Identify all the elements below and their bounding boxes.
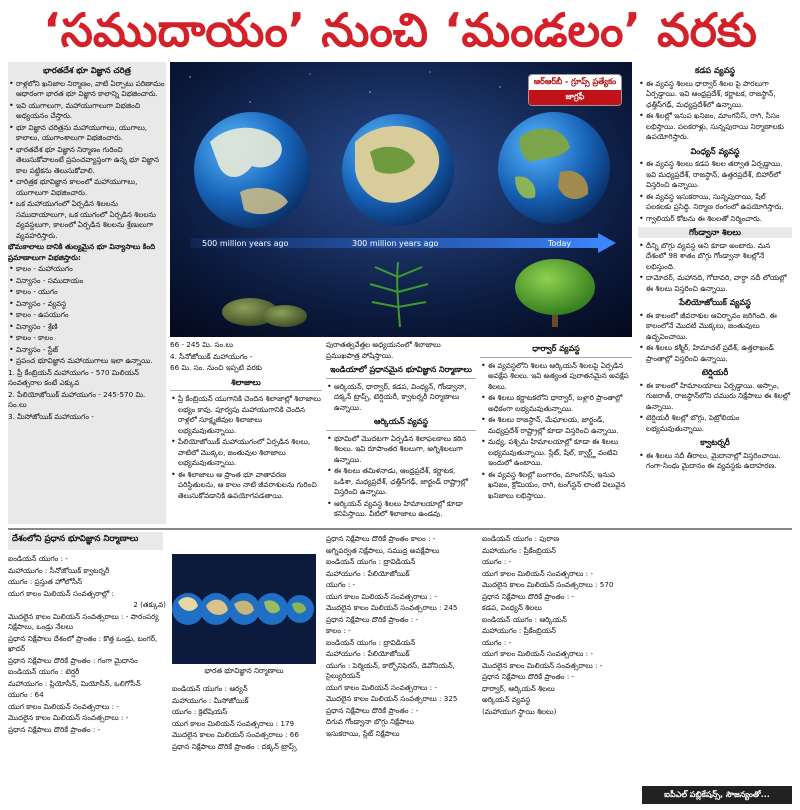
timeline-label-0: 500 million years ago	[202, 239, 289, 248]
table-line: ప్రధాన నిక్షేపాలు దొరికే ప్రాంతం : దక్కన్ ట్రాప్స్	[172, 741, 297, 751]
table-line: అర్కియన్ వ్యవస్థ	[482, 695, 531, 704]
list-item: • విన్యాసం - శ్రేణి	[8, 322, 166, 333]
list-item: • కాలం - యుగం	[8, 287, 166, 298]
table-line: యుగ కాలం మిలియన్ సంవత్సరాలు : -	[326, 682, 437, 692]
table-line: ఇసుకరాయి, స్లేట్ నిక్షేపాలు	[326, 728, 400, 738]
list-item: • ఈ శిలలు కర్ణాటకలోని ధార్వార్, బళ్లారి ప్రాంతాల్లో అధికంగా లభ్యమవుతున్నాయి.	[480, 393, 632, 414]
table-line: మహాయుగం : సీనోజోయిక్ క్వాటర్నరీ	[8, 565, 110, 575]
list-item: • ఈ శిలలు తమిళనాడు, ఆంధ్రప్రదేశ్, కర్ణాటక, ఒడిశా, మధ్యప్రదేశ్, ఛత్తీస్‌గఢ్, జార్ఖండ్ రాష్ట్రాల్లో విస్తరించి ఉన్నాయి.	[326, 466, 476, 498]
table-line: యుగం : -	[482, 557, 512, 566]
formations-title: ఇండియాలో ప్రధానమైన భూవిజ్ఞాన నిర్మాణాలు	[326, 365, 476, 379]
timeline-label-2: Today	[548, 239, 572, 248]
table-line: యుగ కాలం మిలియన్ సంవత్సరాలు : 179	[172, 718, 295, 728]
bottom-heading-box	[8, 532, 163, 550]
table-line: 2 (తక్కువ)	[133, 600, 166, 609]
list-item: • ఆర్కియన్ వ్యవస్థ శిలలు హిమాలయాల్లో కూడా కనిపిస్తాయి. వీటిలో శిలాజాలు ఉండవు.	[326, 499, 476, 520]
bottom-figure-canvas	[172, 554, 316, 664]
list-item: • ఈ వ్యవస్థలోని శిలలు ఆర్కియన్ శిలలపై ఏర్పడిన అవక్షేప శిలలు. ఇవి అత్యంత పురాతనమైన అవక్షేప శిలలు.	[480, 361, 632, 393]
table-line: మొదలైన కాలం మిలియన్ సంవత్సరాలు : -	[8, 713, 129, 722]
table-line: అగ్నిపర్వత నిక్షేపాలు, సముద్ర అవక్షేపాలు	[326, 545, 440, 555]
bottom-block-2	[172, 684, 322, 804]
figure-earth-evolution	[170, 62, 632, 337]
list-item: • ఈ వ్యవస్థ శిలలు ధార్వార్ శిలల పై పొరలుగా ఏర్పడ్డాయి. ఇవి ఆంధ్రప్రదేశ్, కర్ణాటక, రాజస్థాన్, ఛత్తీస్‌గఢ్, మధ్యప్రదేశ్‌లో ఉన్నాయి.	[638, 79, 792, 111]
right-column	[638, 62, 792, 782]
section-tag	[528, 74, 622, 106]
table-line: మహాయుగం : ప్రీకేంబ్రియన్	[482, 626, 556, 635]
table-line: ఐండియన్ యుగం : ద్రావిడియన్	[326, 557, 416, 566]
paleozoic-title: పేలియోజోయిక్ వ్యవస్థ	[679, 297, 751, 307]
era-line: 66 - 245 మి. సం.లు	[170, 340, 234, 349]
table-line: మొదలైన కాలం మిలియన్ సంవత్సరాలు : 570	[482, 580, 614, 589]
table-line: ఐండియన్ యుగం : టెర్షరీ	[8, 667, 80, 676]
list-item: • ఈ వ్యవస్థ ఇసుకరాయి, సున్నపురాయి, షేల్ పలకలకు ప్రసిద్ధి. నిర్మాణ రంగంలో ఉపయోగిస్తారు.	[638, 192, 792, 213]
list-item: • భూమిలో మొదటగా ఏర్పడిన శిలాఫలకాలు కఠిన శిలలు. ఇవి రూపాంతర శిలలుగా, అగ్నిశిలలుగా ఉన్నాయి.	[326, 434, 476, 466]
table-line: ఐండియన్ యుగం : -	[8, 554, 68, 563]
table-line: ప్రధాన నిక్షేపాలు దొరికే ప్రాంతం : -	[8, 724, 101, 734]
table-line: యుగం : 64	[8, 690, 44, 699]
bottom-figure-caption	[172, 666, 316, 680]
table-line: యుగ కాలం మిలియన్ సంవత్సరాల్లో :	[8, 588, 114, 598]
bottom-block-1	[8, 554, 166, 808]
list-item: • కాలం - మహాయుగం	[8, 264, 166, 275]
table-line: ప్రధాన నిక్షేపాలు దొరికే ప్రాంతం : -	[326, 705, 419, 715]
table-line: (మహాయుగ స్థాయి శిలలు)	[482, 706, 557, 716]
table-line: కడప, వింధ్యన్ శిలలు	[482, 603, 542, 612]
bottom-heading: దేశంలోని ప్రధాన భూవిజ్ఞాన నిర్మాణాలు	[12, 534, 139, 544]
caption: భారత భూవిజ్ఞాన నిర్మాణాలు	[204, 666, 284, 675]
tertiary-title: టెర్షియరీ	[701, 367, 729, 377]
fossils-title: శిలాజాలు	[170, 378, 322, 392]
list-item: • కాలం - కాలం	[8, 333, 166, 344]
archaean-column	[326, 340, 476, 526]
list-item: • ఆర్కియన్, ధార్వార్, కడప, వింధ్యన్, గోండ్వానా, దక్కన్ ట్రాప్స్, టెర్షియరీ, క్వాటర్నరీ నిర్మాణాలు ఉన్నాయి.	[326, 382, 476, 414]
list-item: • ఈ శిలలు రాజస్థాన్, మేఘాలయ, జార్ఖండ్, మధ్యప్రదేశ్ రాష్ట్రాల్లో కూడా విస్తరించి ఉన్నాయి.	[480, 415, 632, 436]
list-item: • రాళ్లలోని ఖనిజాల నిర్మాణం, వాటి ఏర్పాటు పరిణామం ఆధారంగా భారత భూ విజ్ఞాన కాలాన్ని విభజించారు.	[8, 79, 166, 100]
list-item: • విన్యాసం - సముదాయం	[8, 276, 166, 287]
table-line: మహాయుగం : పేలియోజోయిక్	[326, 649, 410, 658]
table-line: ఐండియన్ యుగం : పురాణ	[482, 534, 560, 543]
list-item: • ప్రీ కేంబ్రియన్ యుగానికి చెందిన శిలాజాల్లో శిలాజాలు లభ్యం కావు. పూర్వపు మహాయుగానికి చెందిన రాళ్లలో సూక్ష్మజీవుల శిలాజాలు లభ్యమవుతున్నాయి.	[170, 394, 322, 436]
gondwana-title: గోండ్వానా శిలలు	[638, 227, 792, 238]
table-line: యుగ కాలం మిలియన్ సంవత్సరాలు : -	[482, 568, 593, 578]
table-line: యుగం : క్రెటేషియస్	[172, 707, 228, 716]
era-line: 66 మి. సం. నుంచి ఇప్పటి వరకు	[170, 363, 262, 372]
list-item: • ప్రపంచ భూవిజ్ఞాన మహాయుగాలు ఇలా ఉన్నాయి.	[8, 356, 166, 367]
table-line: ఐండియన్ యుగం : ద్రావిడియన్	[326, 637, 416, 647]
pairs-title: భౌమకాలాలు దానికి తుల్యమైన భూ విన్యాసాలు కింది ప్రమాణాలుగా విభజిస్తారు:	[8, 242, 156, 262]
table-line: ప్రధాన నిక్షేపాలు దొరికే ప్రాంతం కాలం : -	[326, 534, 436, 543]
table-line: ప్రధాన నిక్షేపాలు దొరికే ప్రాంతం : -	[482, 591, 575, 601]
table-line: యుగ కాలం మిలియన్ సంవత్సరాలు : -	[326, 591, 437, 601]
table-line: యుగం : -	[326, 580, 356, 589]
quaternary-title: క్వాటర్నరీ	[700, 437, 730, 447]
list-item: • ఈ కాలంలో జీవరాశుల ఆవిర్భావం జరిగింది. ఈ కాలంలోనే మొదటి మొక్కలు, జంతువులు ఉద్భవించాయి.	[638, 311, 792, 343]
earth-today	[498, 112, 610, 224]
table-line: దిగువ గోండ్వానా బొగ్గు నిక్షేపాలు	[326, 717, 414, 726]
left-column-title: భారతదేశ భూ విజ్ఞాన చరిత్ర	[43, 65, 131, 75]
earth-300mya	[342, 114, 454, 226]
table-line: మొదలైన కాలం మిలియన్ సంవత్సరాలు : 66	[172, 730, 299, 739]
list-item: • ఈ వ్యవస్థ శిలల్లో బంగారం, మాంగనీస్, ఇనుప ఖనిజం, క్రోమియం, రాగి, టంగ్‌స్టన్ లాంటి విలువైన ఖనిజాలు లభిస్తాయి.	[480, 470, 632, 502]
archaean-title: ఆర్కియన్ వ్యవస్థ	[326, 417, 476, 431]
table-line: మహాయుగం : మీసోజోయిక్	[172, 695, 249, 705]
table-line: ప్రధాన నిక్షేపాలు దేశంలో ప్రాంతం : కొత్త ఒండ్రు, బంగర్, ఖాదర్	[8, 633, 158, 653]
list-item: • చారిత్రక భూవిజ్ఞాన కాలంలో మహాయుగాలు, యుగాలుగా విభజించారు.	[8, 177, 166, 198]
list-item: • మధ్య, పశ్చిమ హిమాలయాల్లో కూడా ఈ శిలలు లభ్యమవుతున్నాయి. స్లేట్, షేల్, క్వార్ట్జ్ వంటివి ఇందులో ఉంటాయి.	[480, 437, 632, 469]
table-line: ప్రధాన నిక్షేపాలు దొరికే ప్రాంతం : -	[482, 672, 575, 681]
list-item: • కాలం - ఉపయుగం	[8, 310, 166, 321]
table-line: ప్రధాన నిక్షేపాలు దొరికే ప్రాంతం : గంగా మైదానం	[8, 655, 138, 665]
era-line: 4. సీనోజోయిక్ మహాయుగం -	[170, 351, 253, 361]
credit-footer: ఐపీఎల్ పబ్లికేషన్స్, సౌజన్యంతో...	[642, 786, 792, 804]
table-line: మహాయుగం : పేలియోజోయిక్	[326, 568, 410, 578]
bottom-block-4	[482, 534, 634, 808]
table-line: ఐండియన్ యుగం : ఆర్కియన్	[482, 614, 567, 624]
table-line: యుగ కాలం మిలియన్ సంవత్సరాలు : -	[482, 649, 593, 658]
cuddapah-title: కడప వ్యవస్థ	[694, 65, 736, 75]
table-line: యుగం : -	[482, 637, 512, 647]
list-item: • విన్యాసం - స్టేజ్	[8, 345, 166, 356]
headline: ‘సముదాయం’ నుంచి ‘మండలం’ వరకు	[43, 3, 757, 57]
table-line: ఐండియన్ యుగం : ఆర్యన్	[172, 684, 248, 693]
table-line: ధార్వార్, ఆర్కియన్ శిలలు	[482, 683, 555, 693]
list-item: • భారతదేశ భూ విజ్ఞాన నిర్మాణం గురించి తెలుసుకోవాలంటే ప్రపంచవ్యాప్తంగా ఉన్న భూ విజ్ఞాన కాల పట్టికను తెలుసుకోవాలి.	[8, 145, 166, 177]
era-line: 1. ప్రీ కేంబ్రియన్ మహాయుగం - 570 మిలియన్ సంవత్సరాల కంటే ఎక్కువ	[8, 367, 139, 387]
list-item: • పేలియోజోయిక్ మహాయుగంలో ఏర్పడిన శిలలు, వాటిలో మొక్కల, జంతువుల శిలాజాలు లభ్యమవుతున్నాయి.	[170, 437, 322, 469]
table-line: మొదలైన కాలం మిలియన్ సంవత్సరాలు : -	[482, 660, 603, 670]
left-column	[8, 62, 166, 524]
list-item: • దీన్ని బొగ్గు వ్యవస్థ అని కూడా అంటారు. మన దేశంలో 98 శాతం బొగ్గు గోండ్వానా శిలల్లోనే లభిస్తుంది.	[638, 241, 792, 273]
fossils-column	[170, 340, 322, 526]
list-item: • ఒక మహాయుగంలో ఏర్పడిన శిలలను సముదాయాలుగా, ఒక యుగంలో ఏర్పడిన శిలలను వ్యవస్థలుగా, కాలంలో ఏర్పడిన శిలలను శ్రేణులుగా వ్యవహరిస్తారు.	[8, 199, 166, 241]
list-item: • ఈ కాలంలో హిమాలయాలు ఏర్పడ్డాయి. అస్సాం, గుజరాత్, రాజస్థాన్‌లోని చమురు నిక్షేపాలు ఈ శిలల్లో ఉన్నాయి.	[638, 381, 792, 413]
table-line: యుగం : పెర్మియన్, కార్బోనిఫెరస్, డెవోనియన్, సైల్యురియన్	[326, 660, 455, 680]
list-item: • టెర్షియరీ శిలల్లో బొగ్గు, పెట్రోలియం లభ్యమవుతున్నాయి.	[638, 413, 792, 434]
dharwar-column	[480, 340, 632, 526]
list-item: • ఇవి యుగాలుగా, మహాయుగాలుగా విభజించి అధ్యయనం చేస్తారు.	[8, 101, 166, 122]
table-line: ప్రధాన నిక్షేపాలు దొరికే ప్రాంతం : -	[326, 614, 419, 624]
table-line: యుగ కాలం మిలియన్ సంవత్సరాలు : -	[8, 701, 119, 711]
list-item: • ఈ శిలలు కశ్మీర్, హిమాచల్ ప్రదేశ్, ఉత్తరాఖండ్ ప్రాంతాల్లో విస్తరించి ఉన్నాయి.	[638, 343, 792, 364]
dharwar-title: ధార్వార్ వ్యవస్థ	[480, 344, 632, 358]
tag-series: ఆర్‌ఆర్‌బీ - గ్రూప్స్ ప్రత్యేకం	[529, 75, 621, 90]
list-item: • ఈ శిలాజాలు ఆ ప్రాంత భూ వాతావరణ పరిస్థితులను, ఆ కాలం నాటి జీవరాశులను గురించి తెలుసుకోవడానికి ఉపయోగపడతాయి.	[170, 470, 322, 502]
era-line: 3. మీసోజోయిక్ మహాయుగం -	[8, 411, 94, 421]
bottom-figure	[172, 554, 316, 664]
list-item: • ఈ వ్యవస్థ శిలలు కడప శిలల తర్వాత ఏర్పడ్డాయి. ఇవి మధ్యప్రదేశ్, రాజస్థాన్, ఉత్తరప్రదేశ్, బిహార్‌లో విస్తరించి ఉన్నాయి.	[638, 159, 792, 191]
era-line: 2. పేలియోజోయిక్ మహాయుగం - 245-570 మి. సం.లు	[8, 389, 146, 409]
list-item: • ఈ శిలలు నదీ తీరాలు, మైదానాల్లో విస్తరించాయి. గంగా-సింధు మైదానం ఈ వ్యవస్థకు ఉదాహరణ.	[638, 451, 792, 472]
intro-line: పురాతత్వవేత్తల అధ్యయనంలో శిలాజాలు ప్రముఖపాత్ర పోషిస్తాయి.	[326, 340, 441, 360]
list-item: • విన్యాసం - వ్యవస్థ	[8, 299, 166, 310]
list-item: • ఈ శిలల్లో ఇనుప ఖనిజం, మాంగనీస్, రాగి, సీసం లభిస్తాయి. పలకరాళ్లు, సున్నపురాయి నిర్మాణాలకు ఉపయోగిస్తారు.	[638, 111, 792, 143]
tag-subject: జాగ్రఫీ	[529, 90, 621, 105]
table-line: కాలం : -	[326, 626, 351, 635]
list-item: • దామోదర్, మహానది, గోదావరి, వార్ధా నదీ లోయల్లో ఈ శిలలు విస్తరించి ఉన్నాయి.	[638, 273, 792, 294]
bottom-block-3	[326, 534, 478, 808]
list-item: • గ్వాలియర్ కోటను ఈ శిలలతో నిర్మించారు.	[638, 214, 792, 225]
table-line: మొదలైన కాలం మిలియన్ సంవత్సరాలు : - పారంపర్య నిక్షేపాలు, ఒండ్రు నేలలు	[8, 611, 159, 631]
table-line: మహాయుగం : ప్రీకేంబ్రియన్	[482, 545, 556, 555]
list-item: • భూ విజ్ఞాన చరిత్రను మహాయుగాలు, యుగాలు, కాలాలు, యుగాంశాలుగా విభజించారు.	[8, 123, 166, 144]
timeline-label-1: 300 million years ago	[352, 239, 439, 248]
table-line: మహాయుగం : ప్లియోసీన్, మియోసీన్, ఒలిగోసీన్	[8, 678, 141, 688]
table-line: మొదలైన కాలం మిలియన్ సంవత్సరాలు : 245	[326, 603, 458, 612]
vindhyan-title: వింధ్యన్ వ్యవస్థ	[690, 145, 740, 156]
table-line: యుగం : ప్రస్తుత హోలోసీన్	[8, 577, 83, 586]
table-line: మొదలైన కాలం మిలియన్ సంవత్సరాలు : 325	[326, 694, 458, 703]
section-divider	[8, 528, 792, 530]
earth-500mya	[194, 112, 310, 228]
